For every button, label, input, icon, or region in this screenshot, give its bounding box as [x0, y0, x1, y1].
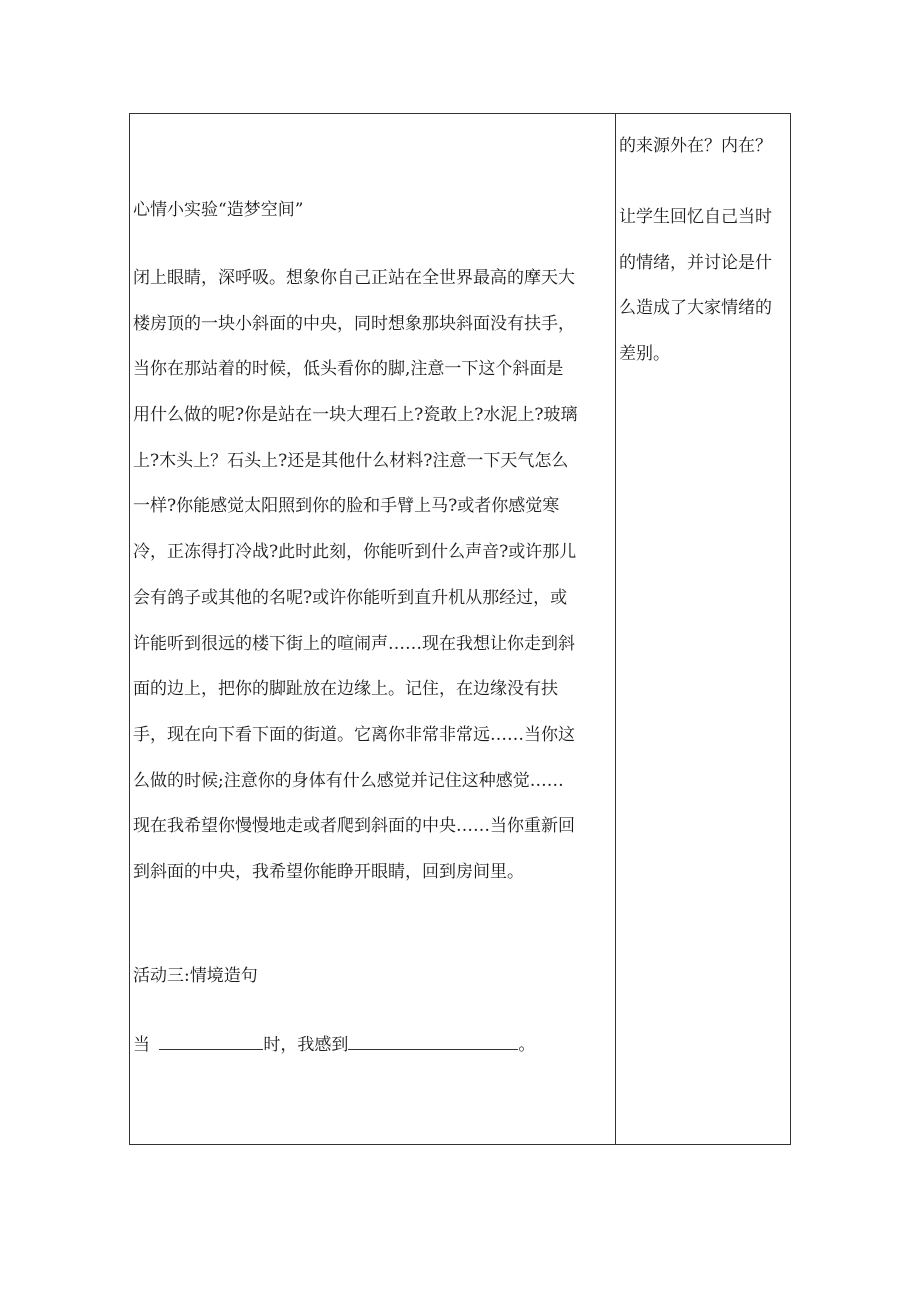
notes-line: 差别。	[619, 344, 670, 365]
sentence-part-1: 当	[133, 1035, 150, 1055]
fill-in-sentence	[133, 1031, 535, 1058]
sentence-part-3: 。	[518, 1035, 536, 1055]
paragraph-line: 当你在那站着的时候，低头看你的脚,注意一下这个斜面是	[133, 359, 564, 380]
paragraph-line: 许能听到很远的楼下街上的喧闹声……现在我想让你走到斜	[133, 633, 575, 654]
sentence-part-2: 时，我感到	[263, 1035, 349, 1055]
paragraph-line: 面的边上，把你的脚趾放在边缘上。记住，在边缘没有扶	[133, 679, 558, 700]
lesson-table	[129, 113, 791, 1145]
notes-line: 的情绪，并讨论是什	[619, 252, 772, 273]
notes-first-line: 的来源外在？内在？	[619, 136, 772, 156]
paragraph-line: 冷，正冻得打冷战?此时此刻，你能听到什么声音?或许那儿	[133, 542, 577, 563]
paragraph-line: 手，现在向下看下面的街道。它离你非常非常远……当你这	[133, 724, 575, 745]
paragraph-line: 闭上眼睛，深呼吸。想象你自己正站在全世界最高的摩天大	[133, 268, 575, 288]
notes-column	[616, 114, 790, 1144]
activity-column	[130, 114, 616, 1144]
paragraph-line: 现在我希望你慢慢地走或者爬到斜面的中央……当你重新回	[133, 816, 575, 837]
paragraph-line: 会有鸽子或其他的名呢?或许你能听到直升机从那经过，或	[133, 587, 568, 608]
activity-heading: 活动三:情境造句	[133, 966, 258, 986]
paragraph-line: 到斜面的中央，我希望你能睁开眼睛，回到房间里。	[133, 861, 524, 882]
notes-line: 让学生回忆自己当时	[619, 207, 772, 227]
blank-field-2[interactable]	[348, 1031, 518, 1050]
paragraph-line: 一样?你能感觉太阳照到你的脸和手臂上马?或者你感觉寒	[133, 496, 560, 517]
experiment-heading: 心情小实验“造梦空间”	[133, 200, 304, 220]
blank-field-1[interactable]	[159, 1031, 263, 1050]
paragraph-line: 么做的时候;注意你的身体有什么感觉并记住这种感觉……	[133, 770, 564, 791]
notes-paragraph	[619, 205, 772, 388]
paragraph-line: 楼房顶的一块小斜面的中央，同时想象那块斜面没有扶手，	[133, 313, 575, 334]
paragraph-line: 上?木头上？石头上?还是其他什么材料?注意一下天气怎么	[133, 450, 569, 471]
paragraph-line: 用什么做的呢?你是站在一块大理石上?瓷敢上?水泥上?玻璃	[133, 405, 578, 426]
notes-line: 么造成了大家情绪的	[619, 298, 772, 319]
experiment-paragraph	[133, 266, 577, 906]
